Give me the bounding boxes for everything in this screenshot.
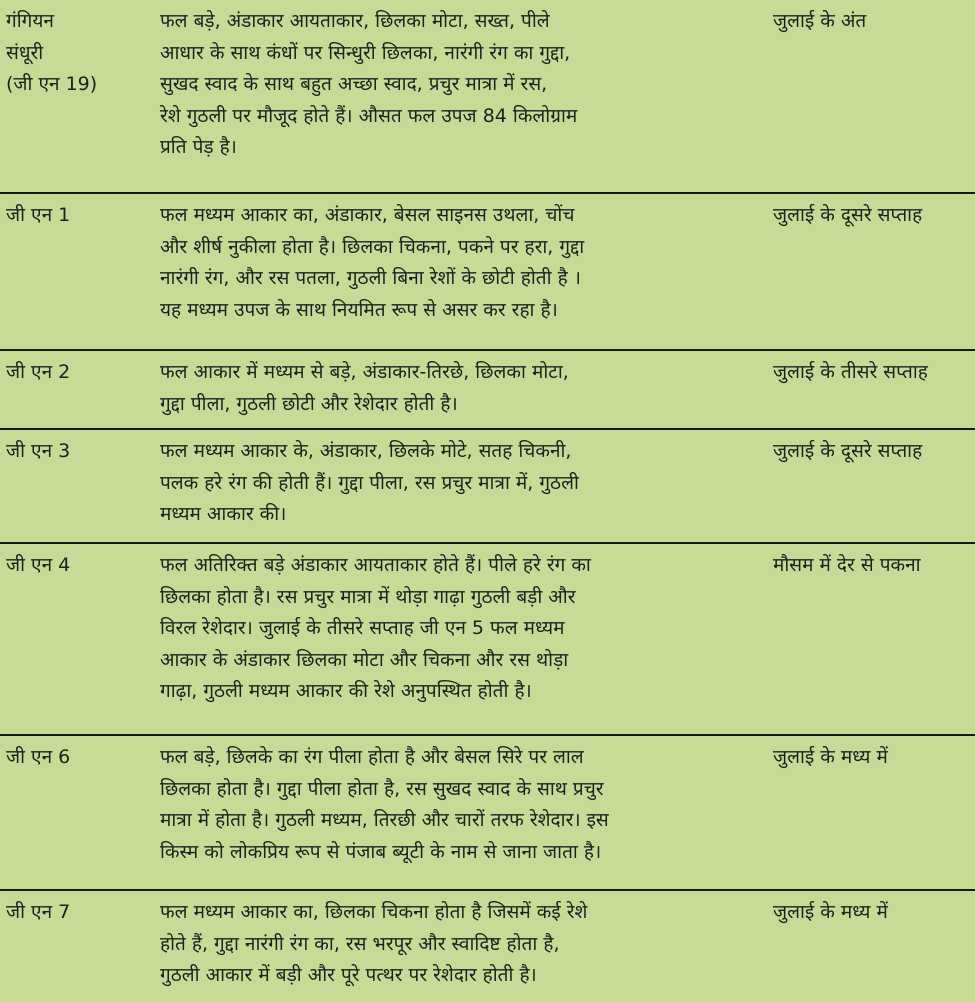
- table-row: [0, 542, 975, 734]
- ripening-time: मौसम में देर से पकना: [773, 554, 921, 576]
- ripening-time: जुलाई के दूसरे सप्ताह: [773, 440, 923, 462]
- table-row: [0, 734, 975, 889]
- variety-name: जी एन 2: [6, 361, 71, 383]
- table-row: [0, 192, 975, 349]
- ripening-time: जुलाई के अंत: [773, 10, 867, 32]
- variety-description: फल मध्यम आकार का, छिलका चिकना होता है जिसमें कई रेशे होते हैं, गुद्दा नारंगी रंग का, रस भरपूर और स्वादिष्ट होता है, गुठली आकार में बड़ी और पूरे पत्थर पर रेशेदार होती है।: [160, 901, 588, 986]
- variety-name: जी एन 7: [6, 901, 71, 923]
- variety-description: फल आकार में मध्यम से बड़े, अंडाकार-तिरछे, छिलका मोटा, गुद्दा पीला, गुठली छोटी और रेशेदार होती है।: [160, 361, 569, 415]
- table-row: [0, 0, 975, 192]
- variety-description: फल अतिरिक्त बड़े अंडाकार आयताकार होते हैं। पीले हरे रंग का छिलका होता है। रस प्रचुर मात्रा में थोड़ा गाढ़ा गुठली बड़ी और विरल रेशेदार। जुलाई के तीसरे सप्ताह जी एन 5 फल मध्यम आकार के अंडाकार छिलका मोटा और चिकना और रस थोड़ा गाढ़ा, गुठली मध्यम आकार की रेशे अनुपस्थित होती है।: [160, 554, 591, 702]
- variety-description: फल मध्यम आकार का, अंडाकार, बेसल साइनस उथला, चोंच और शीर्ष नुकीला होता है। छिलका चिकना, पकने पर हरा, गुद्दा नारंगी रंग, और रस पतला, गुठली बिना रेशों के छोटी होती है । यह मध्यम उपज के साथ नियमित रूप से असर कर रहा है।: [160, 204, 585, 321]
- ripening-time: जुलाई के मध्य में: [773, 746, 888, 768]
- variety-name: जी एन 1: [6, 204, 71, 226]
- table-row: [0, 428, 975, 542]
- variety-description: फल बड़े, अंडाकार आयताकार, छिलका मोटा, सख्त, पीले आधार के साथ कंधों पर सिन्धुरी छिलका, नारंगी रंग का गुद्दा, सुखद स्वाद के साथ बहुत अच्छा स्वाद, प्रचुर मात्रा में रस, रेशे गुठली पर मौजूद होते हैं। औसत फल उपज 84 किलोग्राम प्रति पेड़ है।: [160, 10, 578, 158]
- table-row: [0, 889, 975, 1002]
- ripening-time: जुलाई के दूसरे सप्ताह: [773, 204, 923, 226]
- variety-description: फल मध्यम आकार के, अंडाकार, छिलके मोटे, सतह चिकनी, पलक हरे रंग की होती हैं। गुद्दा पीला, रस प्रचुर मात्रा में, गुठली मध्यम आकार की।: [160, 440, 579, 525]
- variety-name: जी एन 3: [6, 440, 71, 462]
- ripening-time: जुलाई के तीसरे सप्ताह: [773, 361, 928, 383]
- variety-name: गंगियन संधूरी (जी एन 19): [6, 10, 98, 95]
- variety-description: फल बड़े, छिलके का रंग पीला होता है और बेसल सिरे पर लाल छिलका होता है। गुद्दा पीला होता है, रस सुखद स्वाद के साथ प्रचुर मात्रा में होता है। गुठली मध्यम, तिरछी और चारों तरफ रेशेदार। इस किस्म को लोकप्रिय रूप से पंजाब ब्यूटी के नाम से जाना जाता है।: [160, 746, 609, 863]
- variety-name: जी एन 4: [6, 554, 71, 576]
- table-row: [0, 349, 975, 428]
- ripening-time: जुलाई के मध्य में: [773, 901, 888, 923]
- variety-name: जी एन 6: [6, 746, 71, 768]
